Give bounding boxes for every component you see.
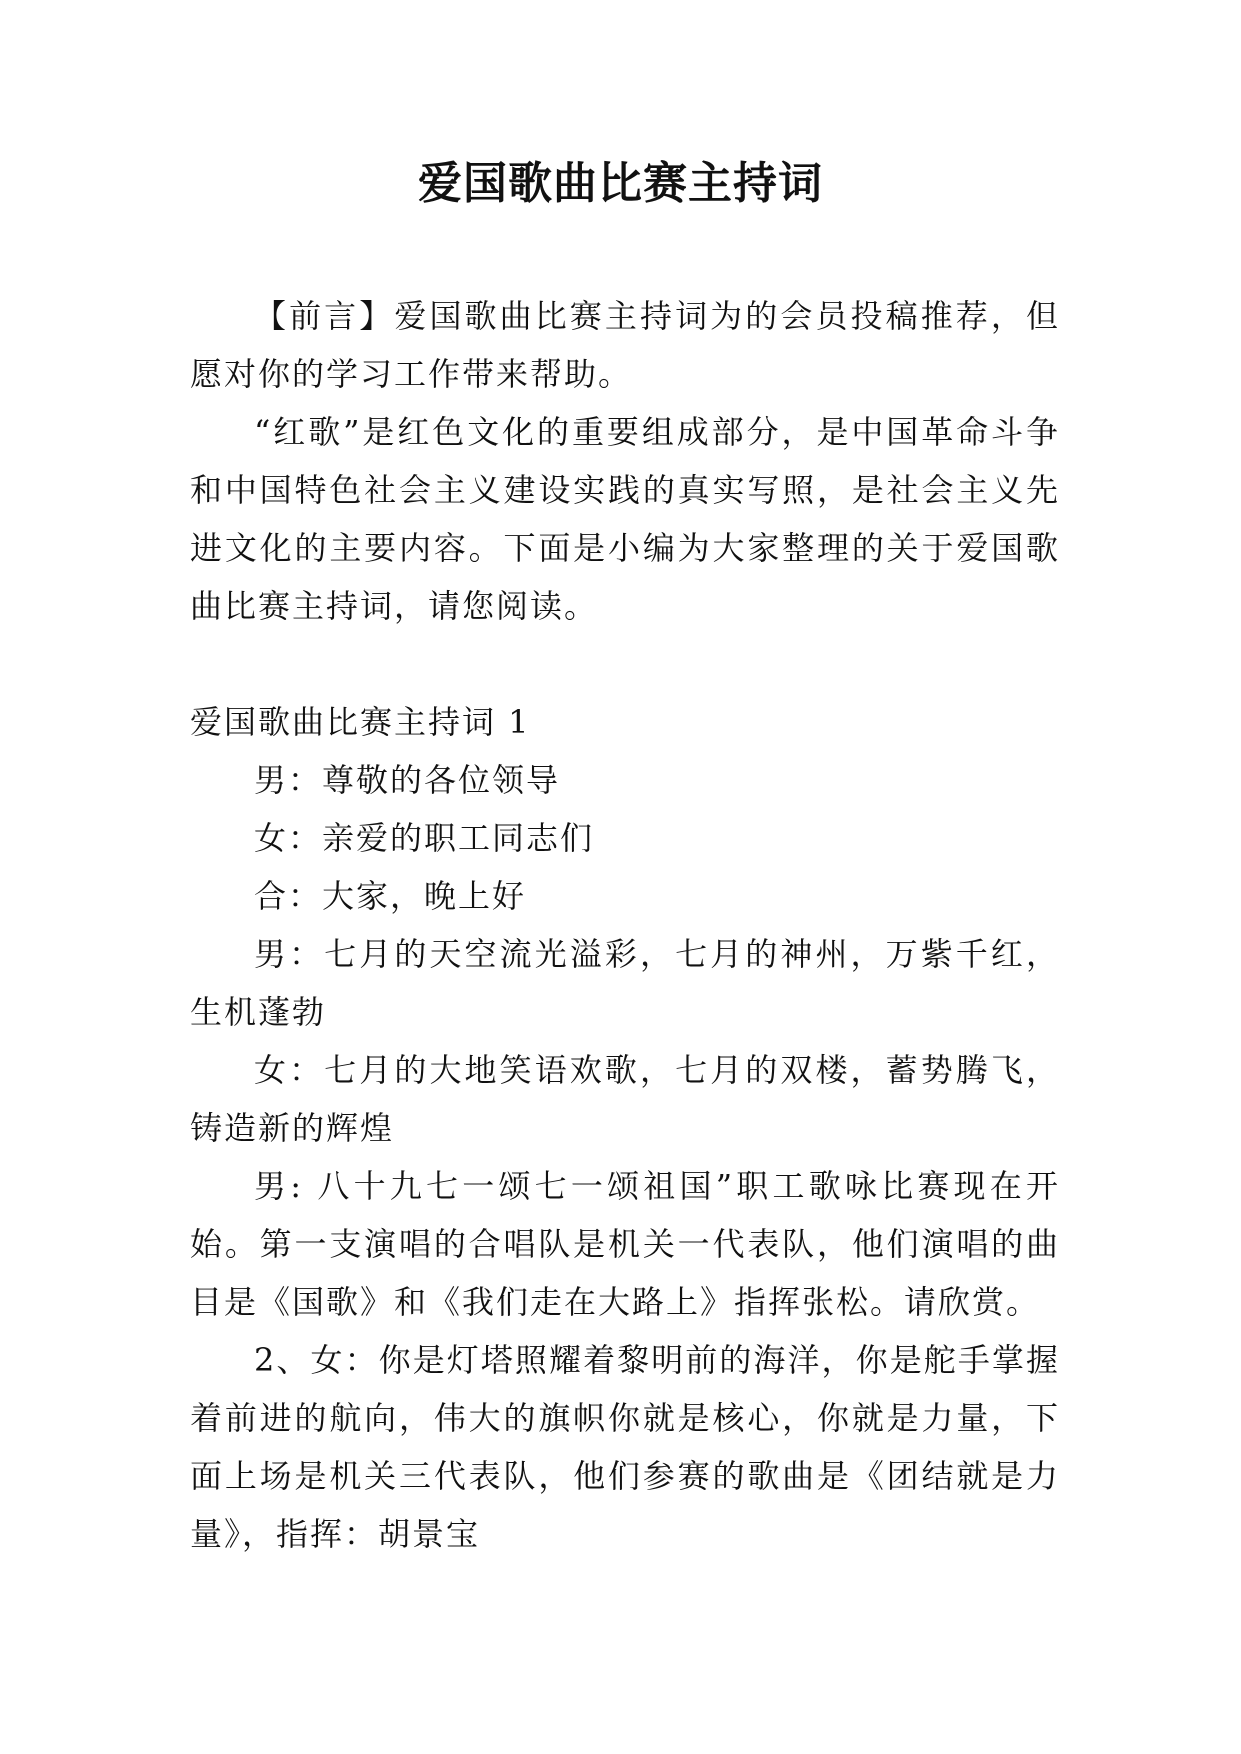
intro-paragraph: “红歌”是红色文化的重要组成部分，是中国革命斗争和中国特色社会主义建设实践的真实写照，是社会主义先进文化的主要内容。下面是小编为大家整理的关于爱国歌曲比赛主持词，请您阅读。	[190, 413, 1060, 625]
script-line: 男：七月的天空流光溢彩，七月的神州，万紫千红，生机蓬勃	[190, 935, 1060, 1031]
paragraph-spacer	[190, 635, 1060, 693]
document-body	[190, 287, 1060, 1563]
script-line: 女：亲爱的职工同志们	[254, 819, 595, 857]
script-line: 男: 八十九七一颂七一颂祖国”职工歌咏比赛现在开始。第一支演唱的合唱队是机关一代表队，他们演唱的曲目是《国歌》和《我们走在大路上》指挥张松。请欣赏。	[190, 1167, 1060, 1321]
document-title: 爱国歌曲比赛主持词	[418, 158, 823, 209]
preface-paragraph: 【前言】爱国歌曲比赛主持词为的会员投稿推荐，但愿对你的学习工作带来帮助。	[190, 297, 1060, 393]
script-line: 合：大家，晚上好	[254, 877, 527, 915]
section-heading: 爱国歌曲比赛主持词 1	[190, 703, 531, 741]
script-line: 女：七月的大地笑语欢歌，七月的双楼，蓄势腾飞，铸造新的辉煌	[190, 1051, 1060, 1147]
script-line: 2、女：你是灯塔照耀着黎明前的海洋，你是舵手掌握着前进的航向，伟大的旗帜你就是核心，你就是力量，下面上场是机关三代表队，他们参赛的歌曲是《团结就是力量》，指挥：胡景宝	[190, 1341, 1060, 1553]
script-line: 男：尊敬的各位领导	[254, 761, 561, 799]
